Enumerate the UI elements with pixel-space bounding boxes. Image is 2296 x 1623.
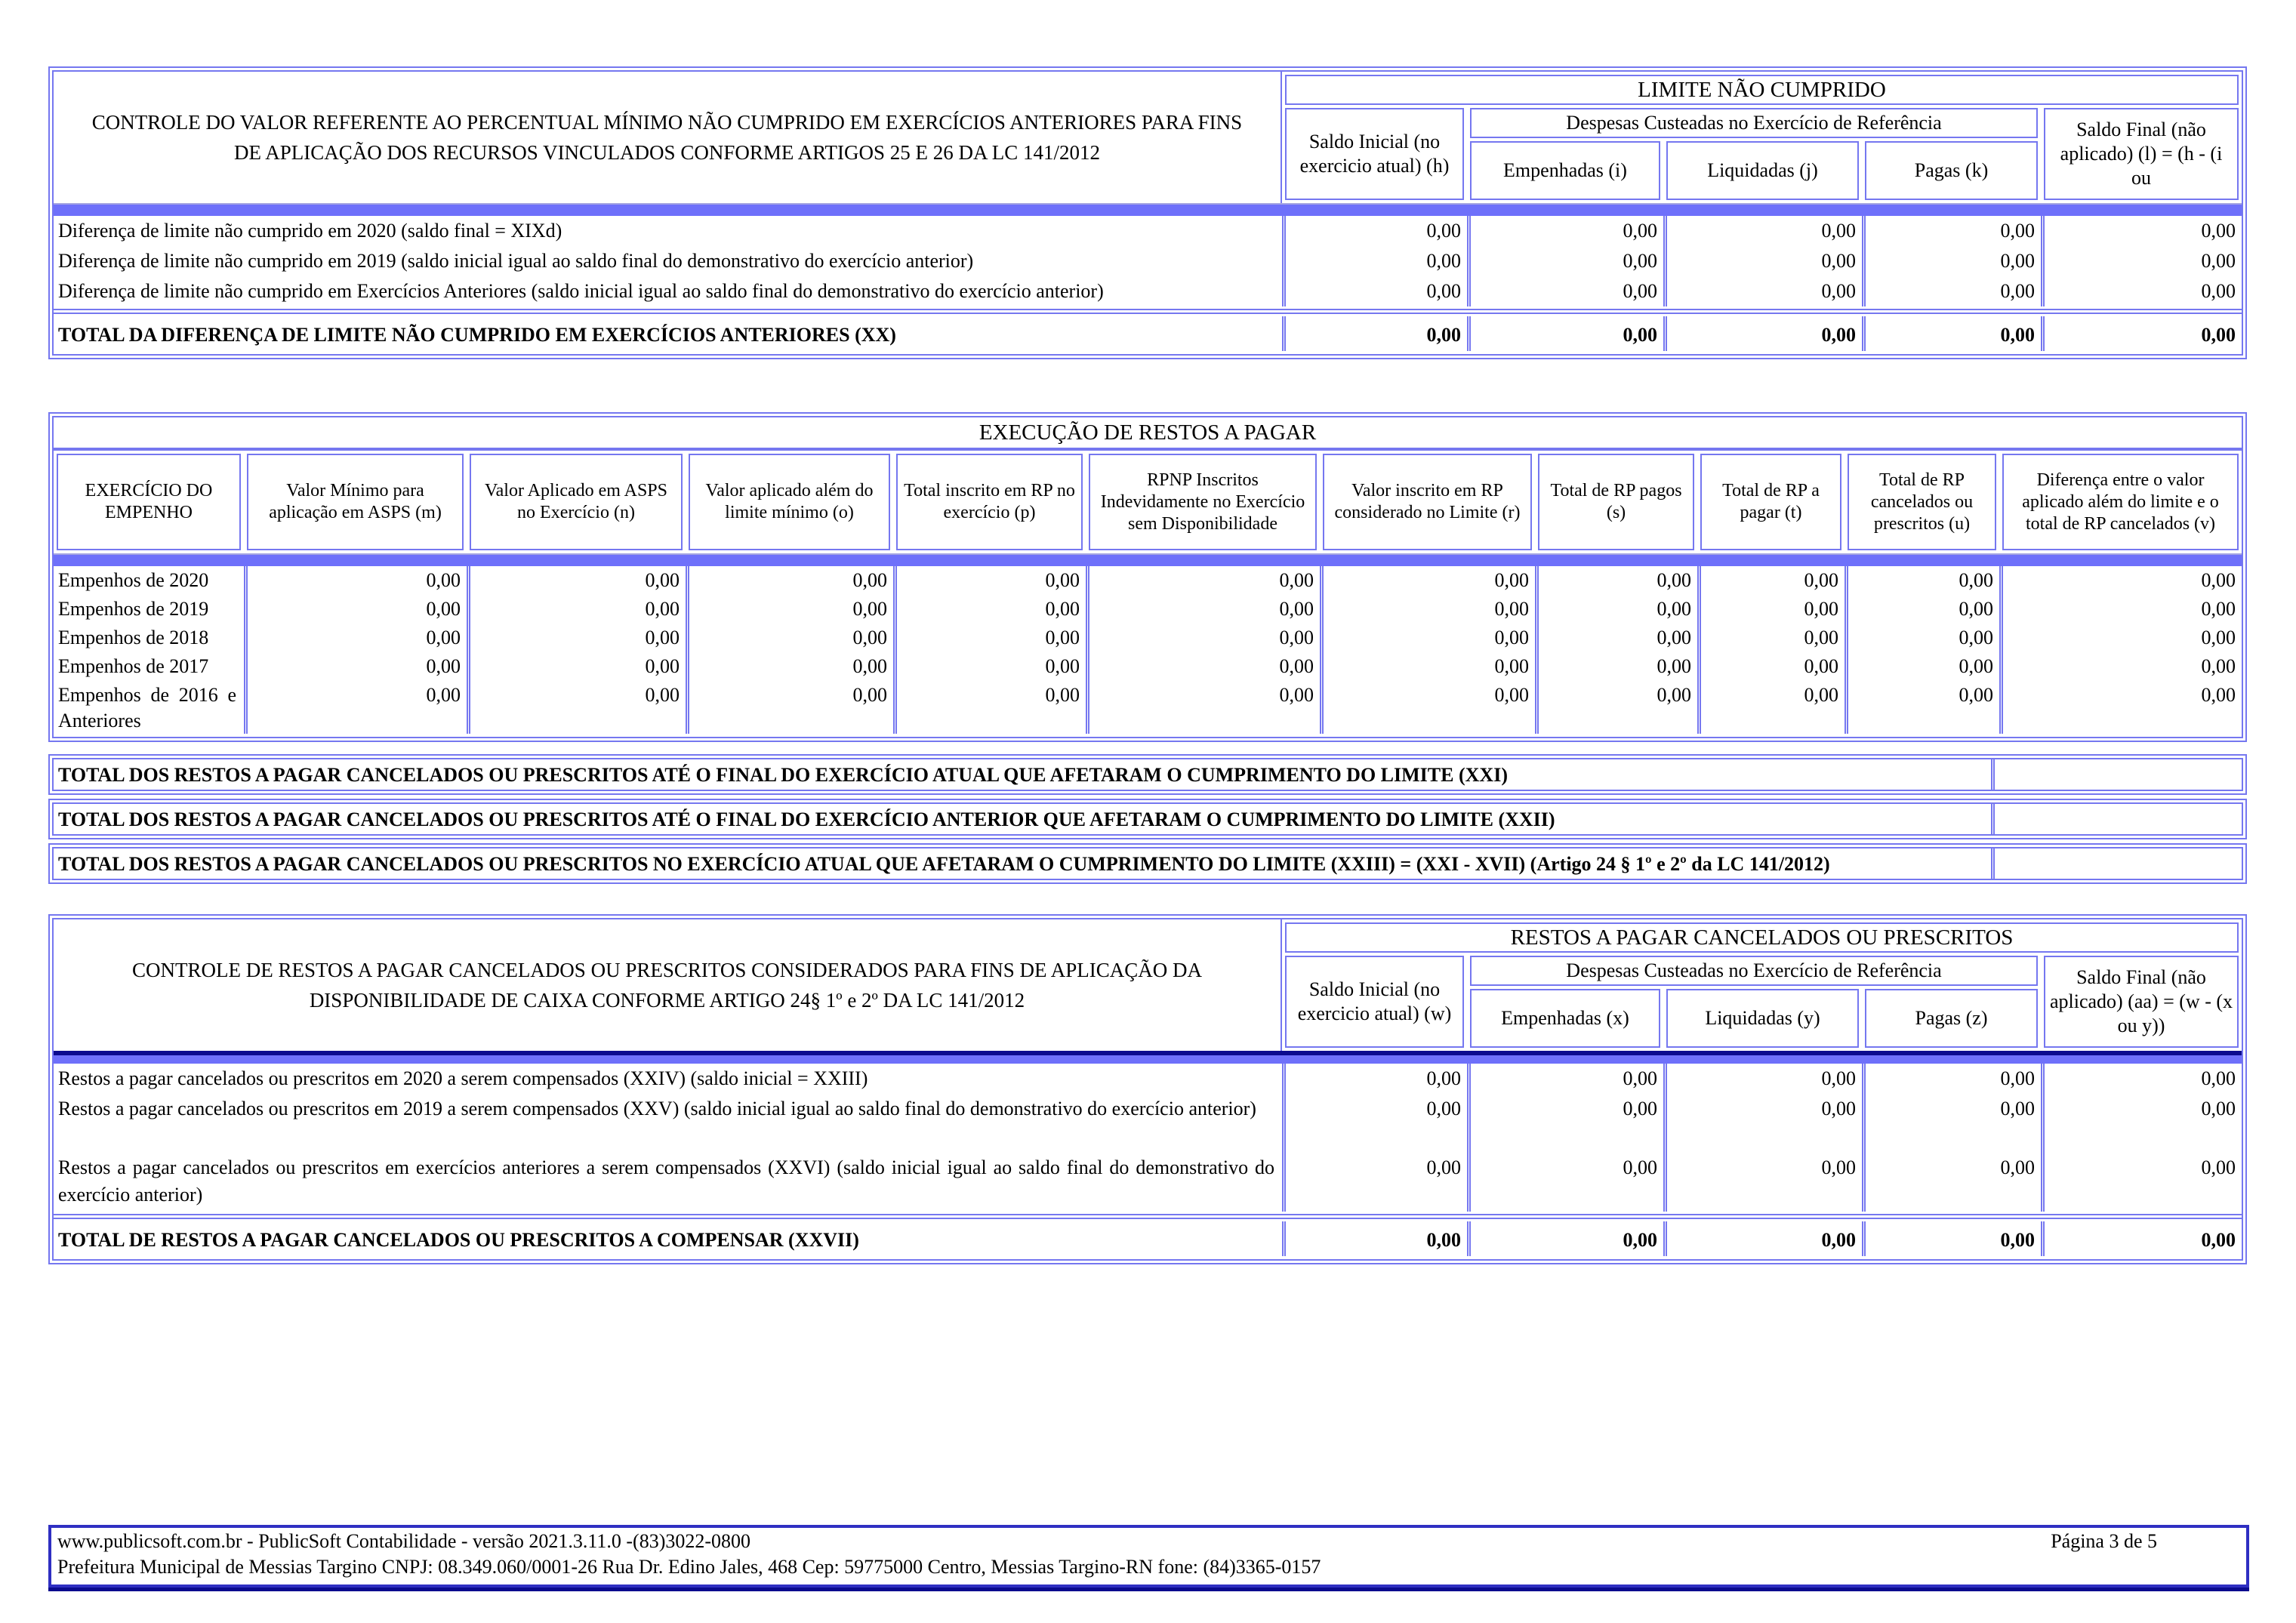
cell-value: 0,00 [893, 595, 1086, 624]
cell-value: 0,00 [1086, 624, 1320, 652]
cell-value: 0,00 [2041, 216, 2242, 246]
column-header-empenhadas: Empenhadas (i) [1470, 141, 1660, 200]
cell-value: 0,00 [893, 681, 1086, 734]
table2-header [54, 449, 2242, 553]
cell-value: 0,00 [1845, 566, 1999, 595]
row-label: Restos a pagar cancelados ou prescritos em 2019 a serem compensados (XXV) (saldo inicial igual ao saldo final do demonstrativo do exercício anterior) [58, 1098, 1256, 1119]
table-row [54, 1064, 2242, 1094]
row-label: Empenhos de 2019 [58, 598, 209, 620]
cell-value: 0,00 [1320, 595, 1535, 624]
cell-value: 0,00 [1535, 652, 1697, 681]
cell-value: 0,00 [1999, 566, 2242, 595]
footer-entity-info: Prefeitura Municipal de Messias Targino CNPJ: 08.349.060/0001-26 Rua Dr. Edino Jales, 468 Cep: 59775000 Centro, Messias Targino-RN fone: (84)3365-0157 [57, 1556, 1321, 1578]
cell-value: 0,00 [686, 624, 893, 652]
cell-value: 0,00 [1467, 246, 1663, 276]
row-label: TOTAL DA DIFERENÇA DE LIMITE NÃO CUMPRIDO EM EXERCÍCIOS ANTERIORES (XX) [58, 324, 896, 346]
cell-value: 0,00 [1086, 566, 1320, 595]
cell-value: 0,00 [1282, 1153, 1467, 1212]
column-header-rpnp-inscritos: RPNP Inscritos Indevidamente no Exercício sem Disponibilidade [1089, 454, 1317, 550]
cell-value: 0,00 [2041, 1094, 2242, 1153]
cell-value: 0,00 [1282, 216, 1467, 246]
cell-value: 0,00 [686, 595, 893, 624]
footer-software-info: www.publicsoft.com.br - PublicSoft Contabilidade - versão 2021.3.11.0 -(83)3022-0800 [57, 1530, 751, 1552]
totals-group [48, 754, 2247, 884]
column-header-valor-inscrito-limite: Valor inscrito em RP considerado no Limite (r) [1323, 454, 1532, 550]
table4-header [54, 919, 2242, 1051]
row-label: TOTAL DOS RESTOS A PAGAR CANCELADOS OU PRESCRITOS NO EXERCÍCIO ATUAL QUE AFETARAM O CUMPRIMENTO DO LIMITE (XXIII) = (XXI - XVII) (Artigo 24 § 1º e 2º da LC 141/2012) [58, 853, 1830, 875]
cell-value: 0,00 [2041, 1221, 2242, 1256]
row-label: TOTAL DOS RESTOS A PAGAR CANCELADOS OU PRESCRITOS ATÉ O FINAL DO EXERCÍCIO ANTERIOR QUE AFETARAM O CUMPRIMENTO DO LIMITE (XXII) [58, 808, 1555, 830]
cell-value: 0,00 [1535, 681, 1697, 734]
row-label: Empenhos de 2016 e Anteriores [58, 684, 236, 731]
table-row [54, 1094, 2242, 1153]
cell-value: 0,00 [1282, 1221, 1467, 1256]
column-header-diferenca-valor: Diferença entre o valor aplicado além do limite e o total de RP cancelados (v) [2002, 454, 2239, 550]
cell-value [1991, 804, 2242, 834]
row-label: Diferença de limite não cumprido em 2020 (saldo final = XIXd) [58, 220, 562, 242]
column-header-valor-alem-limite: Valor aplicado além do limite mínimo (o) [689, 454, 890, 550]
table-execucao-restos-a-pagar [48, 412, 2247, 742]
cell-value: 0,00 [1697, 566, 1845, 595]
row-label: TOTAL DE RESTOS A PAGAR CANCELADOS OU PRESCRITOS A COMPENSAR (XXVII) [58, 1229, 859, 1251]
table1-total-row [54, 316, 2242, 351]
cell-value: 0,00 [1663, 246, 1862, 276]
total-row-xxiii [48, 843, 2247, 884]
double-rule [54, 309, 2242, 314]
table1-header [54, 72, 2242, 203]
table-row [54, 276, 2242, 306]
cell-value: 0,00 [1320, 566, 1535, 595]
footer-line-1 [51, 1529, 2246, 1554]
cell-value: 0,00 [1467, 1153, 1663, 1212]
cell-value: 0,00 [1845, 681, 1999, 734]
table4-total-row [54, 1221, 2242, 1256]
cell-value: 0,00 [1862, 216, 2041, 246]
column-header-pagas: Pagas (z) [1865, 989, 2038, 1048]
table-controle-restos-a-pagar [48, 914, 2247, 1264]
cell-value: 0,00 [1086, 595, 1320, 624]
cell-value: 0,00 [2041, 246, 2242, 276]
cell-value [1991, 848, 2242, 879]
cell-value [1991, 759, 2242, 790]
cell-value: 0,00 [1663, 276, 1862, 306]
cell-value: 0,00 [1999, 624, 2242, 652]
cell-value: 0,00 [686, 681, 893, 734]
table-controle-limite-nao-cumprido [48, 66, 2247, 359]
table-row [54, 652, 2242, 681]
row-label: Empenhos de 2017 [58, 655, 209, 677]
cell-value: 0,00 [1086, 681, 1320, 734]
cell-value: 0,00 [1282, 246, 1467, 276]
cell-value: 0,00 [1467, 216, 1663, 246]
row-label: TOTAL DOS RESTOS A PAGAR CANCELADOS OU PRESCRITOS ATÉ O FINAL DO EXERCÍCIO ATUAL QUE AFETARAM O CUMPRIMENTO DO LIMITE (XXI) [58, 764, 1508, 786]
table-row [54, 1153, 2242, 1212]
cell-value: 0,00 [1862, 1153, 2041, 1212]
cell-value: 0,00 [244, 681, 467, 734]
cell-value: 0,00 [1862, 276, 2041, 306]
cell-value: 0,00 [2041, 1064, 2242, 1094]
cell-value: 0,00 [467, 624, 686, 652]
cell-value: 0,00 [686, 566, 893, 595]
cell-value: 0,00 [467, 595, 686, 624]
cell-value: 0,00 [1282, 1094, 1467, 1153]
column-header-valor-aplicado-asps: Valor Aplicado em ASPS no Exercício (n) [470, 454, 683, 550]
cell-value: 0,00 [1999, 681, 2242, 734]
row-label: Diferença de limite não cumprido em Exercícios Anteriores (saldo inicial igual ao saldo final do demonstrativo do exercício anterior) [58, 280, 1104, 302]
cell-value: 0,00 [1845, 624, 1999, 652]
cell-value: 0,00 [1862, 1094, 2041, 1153]
cell-value: 0,00 [1282, 1064, 1467, 1094]
report-page [48, 66, 2247, 1264]
cell-value: 0,00 [1663, 216, 1862, 246]
column-header-saldo-inicial: Saldo Inicial (no exercicio atual) (w) [1285, 956, 1464, 1048]
column-header-despesas-custeadas: Despesas Custeadas no Exercício de Referência [1470, 108, 2038, 138]
cell-value: 0,00 [1845, 652, 1999, 681]
cell-value: 0,00 [686, 652, 893, 681]
table-row [54, 624, 2242, 652]
column-header-rp-cancelados: Total de RP cancelados ou prescritos (u) [1848, 454, 1996, 550]
row-label: Empenhos de 2020 [58, 569, 209, 591]
table1-title: CONTROLE DO VALOR REFERENTE AO PERCENTUAL MÍNIMO NÃO CUMPRIDO EM EXERCÍCIOS ANTERIORES PARA FINS DE APLICAÇÃO DOS RECURSOS VINCULADOS CONFORME ARTIGOS 25 E 26 DA LC 141/2012 [54, 72, 1282, 203]
cell-value: 0,00 [893, 624, 1086, 652]
cell-value: 0,00 [1663, 1153, 1862, 1212]
table-row [54, 681, 2242, 734]
cell-value: 0,00 [2041, 276, 2242, 306]
cell-value: 0,00 [1697, 624, 1845, 652]
cell-value: 0,00 [1999, 595, 2242, 624]
cell-value: 0,00 [1999, 652, 2242, 681]
cell-value: 0,00 [1845, 595, 1999, 624]
cell-value: 0,00 [1467, 276, 1663, 306]
double-rule [54, 1214, 2242, 1219]
cell-value: 0,00 [893, 652, 1086, 681]
row-label: Restos a pagar cancelados ou prescritos em 2020 a serem compensados (XXIV) (saldo inicial = XXIII) [58, 1067, 868, 1089]
cell-value: 0,00 [1663, 1221, 1862, 1256]
cell-value: 0,00 [2041, 1153, 2242, 1212]
cell-value: 0,00 [1535, 624, 1697, 652]
total-row-xxii [48, 799, 2247, 839]
cell-value: 0,00 [1320, 652, 1535, 681]
header-separator-bar [54, 203, 2242, 216]
column-header-saldo-final: Saldo Final (não aplicado) (l) = (h - (i ou [2044, 108, 2239, 200]
cell-value: 0,00 [893, 566, 1086, 595]
column-header-valor-minimo-asps: Valor Mínimo para aplicação em ASPS (m) [247, 454, 464, 550]
cell-value: 0,00 [1862, 1064, 2041, 1094]
cell-value: 0,00 [1535, 595, 1697, 624]
cell-value: 0,00 [2041, 316, 2242, 351]
cell-value: 0,00 [467, 681, 686, 734]
cell-value: 0,00 [1467, 1064, 1663, 1094]
column-header-pagas: Pagas (k) [1865, 141, 2038, 200]
group-header-limite-nao-cumprido: LIMITE NÃO CUMPRIDO [1285, 75, 2239, 105]
cell-value: 0,00 [244, 566, 467, 595]
footer-line-2 [51, 1554, 2246, 1580]
cell-value: 0,00 [1862, 246, 2041, 276]
column-header-saldo-final: Saldo Final (não aplicado) (aa) = (w - (x ou y)) [2044, 956, 2239, 1048]
cell-value: 0,00 [1862, 316, 2041, 351]
cell-value: 0,00 [1697, 595, 1845, 624]
header-separator-bar [54, 1051, 2242, 1064]
cell-value: 0,00 [1467, 1094, 1663, 1153]
column-header-liquidadas: Liquidadas (y) [1666, 989, 1859, 1048]
cell-value: 0,00 [1663, 1064, 1862, 1094]
cell-value: 0,00 [1467, 1221, 1663, 1256]
column-header-saldo-inicial: Saldo Inicial (no exercicio atual) (h) [1285, 108, 1464, 200]
cell-value: 0,00 [244, 624, 467, 652]
row-label: Empenhos de 2018 [58, 627, 209, 648]
cell-value: 0,00 [1697, 652, 1845, 681]
cell-value: 0,00 [467, 566, 686, 595]
cell-value: 0,00 [1467, 316, 1663, 351]
table-row [54, 246, 2242, 276]
cell-value: 0,00 [1320, 681, 1535, 734]
column-header-rp-pagos: Total de RP pagos (s) [1538, 454, 1694, 550]
column-header-exercicio-empenho: EXERCÍCIO DO EMPENHO [57, 454, 241, 550]
cell-value: 0,00 [467, 652, 686, 681]
row-label: Diferença de limite não cumprido em 2019 (saldo inicial igual ao saldo final do demonstrativo do exercício anterior) [58, 250, 974, 272]
row-label: Restos a pagar cancelados ou prescritos em exercícios anteriores a serem compensados (XXVI) (saldo inicial igual ao saldo final do demonstrativo do exercício anterior) [58, 1156, 1274, 1206]
page-indicator: Página 3 de 5 [2051, 1530, 2157, 1552]
cell-value: 0,00 [1663, 1094, 1862, 1153]
column-header-liquidadas: Liquidadas (j) [1666, 141, 1859, 200]
footer [48, 1525, 2249, 1588]
column-header-rp-a-pagar: Total de RP a pagar (t) [1700, 454, 1841, 550]
cell-value: 0,00 [1862, 1221, 2041, 1256]
cell-value: 0,00 [1086, 652, 1320, 681]
column-header-despesas-custeadas: Despesas Custeadas no Exercício de Referência [1470, 956, 2038, 986]
cell-value: 0,00 [1282, 276, 1467, 306]
cell-value: 0,00 [1697, 681, 1845, 734]
total-row-xxi [48, 754, 2247, 795]
cell-value: 0,00 [1320, 624, 1535, 652]
column-header-empenhadas: Empenhadas (x) [1470, 989, 1660, 1048]
cell-value: 0,00 [1282, 316, 1467, 351]
cell-value: 0,00 [1535, 566, 1697, 595]
cell-value: 0,00 [244, 652, 467, 681]
cell-value: 0,00 [244, 595, 467, 624]
cell-value: 0,00 [1663, 316, 1862, 351]
group-header-restos-a-pagar: RESTOS A PAGAR CANCELADOS OU PRESCRITOS [1285, 922, 2239, 953]
table-row [54, 595, 2242, 624]
table-row [54, 566, 2242, 595]
table4-title: CONTROLE DE RESTOS A PAGAR CANCELADOS OU PRESCRITOS CONSIDERADOS PARA FINS DE APLICAÇÃO DA DISPONIBILIDADE DE CAIXA CONFORME ARTIGO 24§ 1º e 2º DA LC 141/2012 [54, 919, 1282, 1051]
table2-title: EXECUÇÃO DE RESTOS A PAGAR [54, 417, 2242, 449]
table-row [54, 216, 2242, 246]
column-header-total-inscrito-rp: Total inscrito em RP no exercício (p) [896, 454, 1083, 550]
header-separator-bar [54, 553, 2242, 566]
